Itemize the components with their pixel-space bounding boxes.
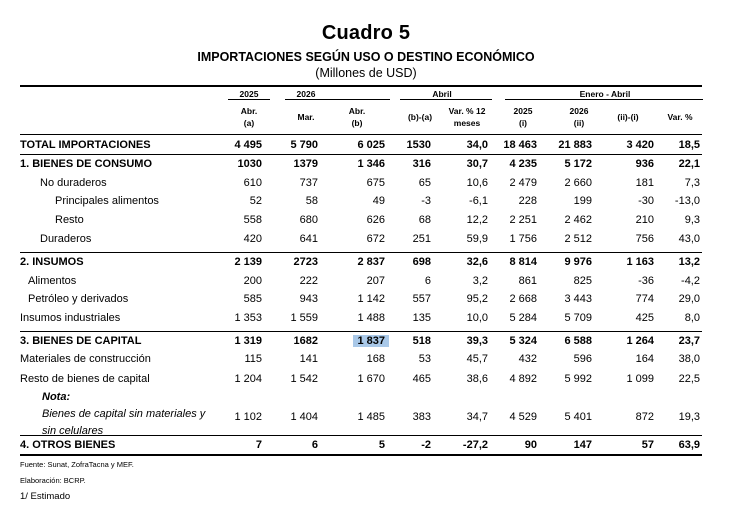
row-label: Insumos industriales: [20, 312, 121, 324]
table-cell: 2723: [293, 256, 318, 268]
table-cell: 756: [635, 233, 654, 245]
table-cell: 10,6: [466, 177, 488, 189]
table-cell: -27,2: [462, 439, 488, 451]
column-header: Mar.: [297, 112, 315, 122]
table-cell: 5 992: [564, 373, 592, 385]
group-header: 2025: [239, 89, 259, 99]
table-cell: 1 142: [357, 293, 385, 305]
table-cell: 1 542: [290, 373, 318, 385]
table-cell: -4,2: [681, 275, 700, 287]
table-cell: 316: [412, 158, 431, 170]
group-underline: [400, 99, 492, 100]
table-cell: 32,6: [466, 256, 488, 268]
row-label: 3. BIENES DE CAPITAL: [20, 335, 142, 347]
table-cell: 34,0: [466, 139, 488, 151]
table-cell: 5 324: [509, 335, 537, 347]
table-cell: 5 401: [564, 411, 592, 423]
top-rule: [20, 85, 702, 87]
table-cell: 2 837: [357, 256, 385, 268]
table-cell: 4 495: [234, 139, 262, 151]
group-header: Abril: [432, 89, 452, 99]
row-label-continued: sin celulares: [42, 425, 104, 437]
table-cell: 774: [635, 293, 654, 305]
table-cell: 22,1: [678, 158, 700, 170]
table-cell: -13,0: [674, 195, 700, 207]
row-label: Principales alimentos: [55, 195, 159, 207]
table-cell: 425: [635, 312, 654, 324]
table-cell: 68: [418, 214, 431, 226]
footnote-elaboration: Elaboración: BCRP.: [20, 476, 86, 485]
selected-cell[interactable]: 1 837: [353, 335, 385, 347]
table-cell: 2 479: [509, 177, 537, 189]
table-cell: 58: [305, 195, 318, 207]
table-cell: 207: [366, 275, 385, 287]
table-cell: 1 353: [234, 312, 262, 324]
table-cell: 4 892: [509, 373, 537, 385]
header-bottom-rule: [20, 134, 702, 135]
table-cell: 59,9: [466, 233, 488, 245]
table-cell: 6 025: [357, 139, 385, 151]
table-cell: 222: [299, 275, 318, 287]
table-cell: 2 512: [564, 233, 592, 245]
table-cell: 1 559: [290, 312, 318, 324]
table-cell: 1 670: [357, 373, 385, 385]
table-cell: 23,7: [678, 335, 700, 347]
group-underline: [228, 99, 270, 100]
row-label: Petróleo y derivados: [28, 293, 129, 305]
table-cell: 943: [299, 293, 318, 305]
table-cell: 8,0: [684, 312, 700, 324]
table-cell: 19,3: [678, 411, 700, 423]
table-cell: 1 404: [290, 411, 318, 423]
table-cell: 210: [635, 214, 654, 226]
table-cell: 13,2: [678, 256, 700, 268]
table-title: Cuadro 5: [321, 22, 411, 44]
column-header: Var. %: [667, 112, 693, 122]
table-cell: 38,6: [466, 373, 488, 385]
table-cell: 3 420: [626, 139, 654, 151]
table-cell: -2: [421, 439, 431, 451]
table-cell: 34,7: [466, 411, 488, 423]
table-cell: 626: [366, 214, 385, 226]
table-cell: 251: [412, 233, 431, 245]
column-header: (ii)-(i): [617, 112, 639, 122]
table-cell: 1030: [237, 158, 262, 170]
table-cell: 596: [573, 353, 592, 365]
table-cell: 1 099: [626, 373, 654, 385]
table-cell: 228: [518, 195, 537, 207]
table-cell: 698: [412, 256, 431, 268]
group-underline: [285, 99, 390, 100]
table-cell: 432: [518, 353, 537, 365]
row-label: Bienes de capital sin materiales y: [42, 408, 206, 420]
table-cell: 45,7: [466, 353, 488, 365]
row-label: TOTAL IMPORTACIONES: [20, 139, 151, 151]
table-cell: 90: [524, 439, 537, 451]
row-label: No duraderos: [40, 177, 107, 189]
table-cell: 1 319: [234, 335, 262, 347]
table-cell: 1379: [293, 158, 318, 170]
table-cell: 147: [573, 439, 592, 451]
table-cell: 585: [243, 293, 262, 305]
footnote-source: Fuente: Sunat, ZofraTacna y MEF.: [20, 460, 134, 469]
table-cell: 10,0: [466, 312, 488, 324]
table-cell: 675: [366, 177, 385, 189]
table-cell: 49: [372, 195, 385, 207]
table-cell: 1 488: [357, 312, 385, 324]
table-cell: 3,2: [472, 275, 488, 287]
row-label: Materiales de construcción: [20, 353, 151, 365]
table-cell: 610: [243, 177, 262, 189]
table-cell: 95,2: [466, 293, 488, 305]
table-cell: 57: [641, 439, 654, 451]
table-cell: -3: [421, 195, 431, 207]
group-underline: [505, 99, 703, 100]
bottom-rule: [20, 454, 702, 456]
row-label: Duraderos: [40, 233, 92, 245]
column-header: Abr. (a): [240, 106, 258, 128]
column-header: (b)-(a): [407, 112, 433, 122]
section-rule: [20, 154, 702, 155]
table-cell: 18,5: [678, 139, 700, 151]
table-cell: 383: [412, 411, 431, 423]
table-cell: -30: [638, 195, 654, 207]
table-cell: 43,0: [678, 233, 700, 245]
table-cell: 1 756: [509, 233, 537, 245]
table-cell: 9 976: [564, 256, 592, 268]
table-cell: 4 235: [509, 158, 537, 170]
table-cell: 30,7: [466, 158, 488, 170]
table-cell: 115: [244, 353, 262, 365]
table-cell: 672: [366, 233, 385, 245]
table-cell: 557: [412, 293, 431, 305]
group-header: 2026: [296, 89, 316, 99]
row-label: Resto: [55, 214, 84, 226]
table-cell: 199: [573, 195, 592, 207]
table-cell: -6,1: [469, 195, 488, 207]
table-cell: 6 588: [564, 335, 592, 347]
table-cell: 872: [635, 411, 654, 423]
table-cell: 558: [243, 214, 262, 226]
table-cell: 1 485: [357, 411, 385, 423]
table-cell: 420: [243, 233, 262, 245]
table-cell: 141: [299, 353, 318, 365]
table-cell: 5 709: [564, 312, 592, 324]
row-label: 1. BIENES DE CONSUMO: [20, 158, 153, 170]
table-cell: 3 443: [564, 293, 592, 305]
table-cell: 1 264: [626, 335, 654, 347]
table-cell: 12,2: [466, 214, 488, 226]
row-label: Nota:: [42, 391, 71, 403]
table-cell: 2 251: [509, 214, 537, 226]
table-cell: 5 790: [290, 139, 318, 151]
table-cell: 825: [573, 275, 592, 287]
table-cell: 2 139: [234, 256, 262, 268]
table-cell: 2 660: [564, 177, 592, 189]
table-cell: 65: [418, 177, 431, 189]
table-cell: 63,9: [678, 439, 700, 451]
table-cell: 6: [424, 275, 431, 287]
column-header: 2026 (ii): [569, 106, 589, 128]
table-cell: 181: [635, 177, 654, 189]
row-label: 4. OTROS BIENES: [20, 439, 116, 451]
table-cell: 164: [635, 353, 654, 365]
table-cell: 861: [518, 275, 537, 287]
table-cell: 5: [378, 439, 385, 451]
row-label: Resto de bienes de capital: [20, 373, 150, 385]
table-cell: 38,0: [678, 353, 700, 365]
table-cell: 18 463: [503, 139, 537, 151]
table-cell: 6: [311, 439, 318, 451]
table-cell: 39,3: [466, 335, 488, 347]
column-header: Var. % 12 meses: [448, 106, 486, 128]
table-cell: 7,3: [684, 177, 700, 189]
table-cell: -36: [638, 275, 654, 287]
table-cell: 7: [255, 439, 262, 451]
section-rule: [20, 331, 702, 332]
section-rule: [20, 435, 702, 436]
table-cell: 1 204: [234, 373, 262, 385]
table-cell: 1 346: [357, 158, 385, 170]
table-cell: 5 172: [564, 158, 592, 170]
table-units: (Millones de USD): [315, 66, 417, 80]
section-rule: [20, 252, 702, 253]
column-header: 2025 (i): [513, 106, 533, 128]
table-cell: 641: [299, 233, 318, 245]
table-cell: 135: [412, 312, 431, 324]
table-cell: 168: [366, 353, 385, 365]
table-cell: 200: [243, 275, 262, 287]
table-cell: 4 529: [509, 411, 537, 423]
table-cell: 29,0: [678, 293, 700, 305]
table-cell: 1 102: [234, 411, 262, 423]
row-label: 2. INSUMOS: [20, 256, 84, 268]
table-cell: 5 284: [509, 312, 537, 324]
table-cell: 53: [418, 353, 431, 365]
table-cell: 1530: [406, 139, 431, 151]
table-cell: 2 668: [509, 293, 537, 305]
table-cell: 21 883: [558, 139, 592, 151]
table-cell: 9,3: [684, 214, 700, 226]
table-cell: 1682: [293, 335, 318, 347]
table-cell: 1 163: [626, 256, 654, 268]
column-header: Abr. (b): [348, 106, 366, 128]
table-cell: 680: [299, 214, 318, 226]
table-cell: 936: [635, 158, 654, 170]
table-cell: 22,5: [678, 373, 700, 385]
table-cell: 465: [412, 373, 431, 385]
row-label: Alimentos: [28, 275, 77, 287]
group-header: Enero - Abril: [579, 89, 631, 99]
table-cell: 518: [412, 335, 431, 347]
table-cell: 8 814: [509, 256, 537, 268]
table-subtitle: IMPORTACIONES SEGÚN USO O DESTINO ECONÓMICO: [197, 50, 535, 64]
table-cell: 737: [299, 177, 318, 189]
table-cell: 2 462: [564, 214, 592, 226]
table-cell: 52: [249, 195, 262, 207]
footnote-estimate: 1/ Estimado: [20, 491, 71, 502]
